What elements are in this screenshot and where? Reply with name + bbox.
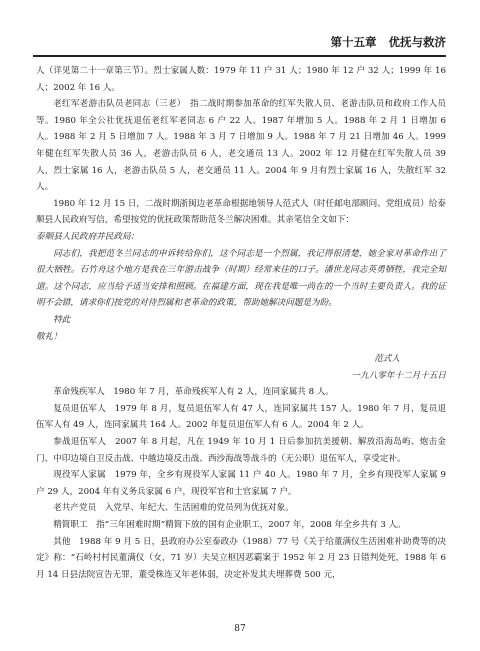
paragraph: 复员退伍军人 1979 年 8 月，复员退伍军人有 47 人，连同家属共 157 人。1980 年 7 月，复员退伍军人有 49 人，连同家属共 164 人。2002 年复员退伍军人有 6 人。2004 年 2 人。 — [36, 403, 446, 431]
body-text — [36, 63, 446, 583]
paragraph: 老共产党员 入党早、年纪大、生活困难的党员列为优抚对象。 — [53, 503, 294, 514]
paragraph: 精简职工 指“三年困难时期”精简下放的国有企业职工，2007 年，2008 年全乡共有 3 人。 — [53, 520, 406, 531]
letter-closing: 特此 — [53, 314, 71, 325]
paragraph: 老红军老游击队员老同志（三老） 指二战时期参加革命的红军失散人员、老游击队员和政府工作人员等。1980 年全公社优抚退伍老红军老同志 6 户 22 人。1987 年增加 5 人。1988 年 2 月 1 日增加 6 人。1988 年 2 月 5 日增加 7 人。1988 年 3 月 7 日增加 9 人。1988 年 7 月 21 日增加 46 人。1999 年健在红军失散人员 36 人，老游击队员 6 人，老交通员 13 人。2002 年 12 月健在红军失散人员 39 人，烈士家属 16 人，老游击队员 5 人，老交通员 11 人。2004 年 9 月有烈士家属 16 人，失散红军 32 人。 — [36, 99, 446, 193]
header-rule — [33, 55, 446, 57]
paragraph: 其他 1988 年 9 月 5 日，县政府办公室泰政办（1988）77 号《关于给董满仪生活困难补助费等的决定》称：“石岭村村民董满仪（女，71 岁）夫吴立枢因恶霸案于 1952 年 2 月 23 日错判处死，1988 年 6 月 14 日县法院宣告无罪，董受株连又年老体弱，决定补发其夫埋葬费 500 元， — [36, 536, 446, 580]
chapter-title: 优抚与救济 — [388, 35, 446, 49]
running-header — [318, 34, 446, 50]
letter-signature: 范式人 — [374, 354, 400, 365]
paragraph: 人（详见第二十一章第三节）。烈士家属人数：1979 年 11 户 31 人；1980 年 12 户 32 人；1999 年 16 人；2002 年 16 人。 — [36, 66, 446, 93]
paragraph: 参战退伍军人 2007 年 8 月起，凡在 1949 年 10 月 1 日后参加抗美援朝、解放沿海岛屿、炮击金门、中印边境自卫反击战、中越边境反击战、西沙海战等战斗的（无公职）退伍军人，享受定补。 — [36, 437, 446, 464]
paragraph: 现役军人家属 1979 年，全乡有现役军人家属 11 户 40 人。1980 年 7 月，全乡有现役军人家属 9 户 29 人，2004 年有义务兵家属 6 户，现役军官和士官家属 7 户。 — [36, 470, 446, 497]
paragraph: 革命残疾军人 1980 年 7 月，革命残疾军人有 2 人，连同家属共 8 人。 — [53, 387, 335, 398]
letter-salutation: 泰顺县人民政府并民政局： — [36, 231, 140, 242]
paragraph: 1980 年 12 月 15 日，二战时期浙闽边老革命根据地领导人范式人（时任邮电部顾问、党组成员）给泰顺县人民政府写信，希望按党的优抚政策帮助范冬兰解决困难。其亲笔信全文如下： — [36, 198, 446, 226]
letter-body: 同志们，我把范冬兰同志的申诉转给你们，这个同志是一个烈属，我记得很清楚，她全家对革命作出了很大牺牲。石竹舟这个地方是我在三年游击战争（时期）经常来往的口子。潘世龙同志英勇牺牲，我完全知道。这个同志，应当给予适当安排和照顾。在福建方面，现在我是唯一尚在的一个当时主要负责人。我的证明不会错，请求你们按党的对待烈属和老革命的政策，帮助她解决问题是为盼。 — [36, 248, 446, 309]
page-number: 87 — [234, 624, 246, 634]
chapter-label: 第十五章 — [330, 35, 377, 49]
letter-regards: 敬礼！ — [36, 331, 62, 342]
letter-date: 一九八零年十二月十五日 — [351, 370, 446, 381]
